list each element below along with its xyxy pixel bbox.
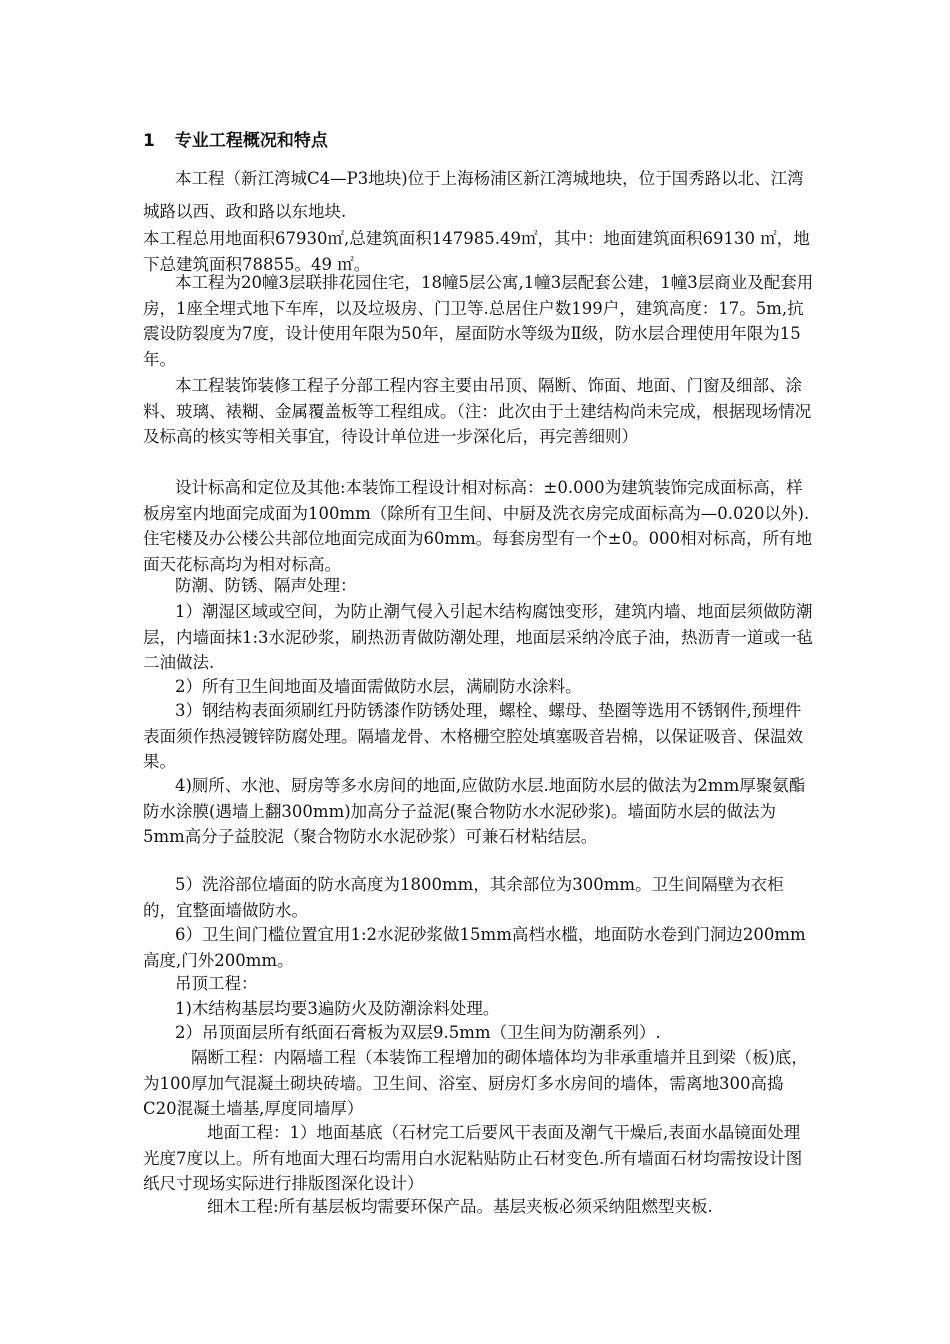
section-title: 专业工程概况和特点: [174, 131, 328, 151]
paragraph-item-2: 2）所有卫生间地面及墙面需做防水层，满刷防水涂料。: [175, 677, 582, 696]
paragraph-scope: 本工程装饰装修工程子分部工程内容主要由吊顶、隔断、饰面、地面、门窗及细部、涂料、玻璃、裱糊、金属覆盖板等工程组成。（注：此次由于土建结构尚未完成，根据现场情况及标高的核实等相关事宜，待设计单位进一步深化后，再完善细则）: [143, 376, 812, 447]
paragraph-ceiling-1: 1)木结构基层均要3遍防火及防潮涂料处理。: [175, 999, 500, 1018]
paragraph-moisture-heading: 防潮、防锈、隔声处理：: [175, 576, 357, 595]
paragraph-ceiling-2: 2）吊顶面层所有纸面石膏板为双层9.5mm（卫生间为防潮系列）.: [175, 1023, 661, 1042]
paragraph-item-1: 1）潮湿区域或空间，为防止潮气侵入引起木结构腐蚀变形，建筑内墙、地面层须做防潮层，内墙面抹1:3水泥砂浆，刷热沥青做防潮处理，地面层采纳冷底子油，热沥青一道或一毡二油做法.: [143, 602, 814, 673]
paragraph-area: 本工程总用地面积67930㎡,总建筑面积147985.49㎡，其中：地面建筑面积69130 ㎡，地下总建筑面积78855。49 ㎡。: [143, 229, 810, 274]
paragraph-ceiling-heading: 吊顶工程：: [175, 974, 258, 993]
paragraph-woodwork: 细木工程:所有基层板均需要环保产品。基层夹板必须采纳阻燃型夹板.: [207, 1197, 713, 1216]
paragraph-project-location: 本工程（新江湾城C4—P3地块)位于上海杨浦区新江湾城地块，位于国秀路以北、江湾城路以西、政和路以东地块.: [143, 169, 804, 221]
section-heading: [143, 126, 328, 151]
paragraph-buildings: 本工程为20幢3层联排花园住宅，18幢5层公寓,1幢3层配套公建，1幢3层商业及配套用房，1座全埋式地下车库，以及垃圾房、门卫等.总居住户数199户，建筑高度：17。5m,抗震设防裂度为7度，设计使用年限为50年，屋面防水等级为Ⅱ级，防水层合理使用年限为15年。: [143, 273, 814, 369]
paragraph-floor: 地面工程：1）地面基底（石材完工后要风干表面及潮气干燥后,表面水晶镜面处理光度7度以上。所有地面大理石均需用白水泥粘贴防止石材变色.所有墙面石材均需按设计图纸尺寸现场实际进行排版图深化设计）: [143, 1123, 803, 1194]
paragraph-partition: 隔断工程：内隔墙工程（本装饰工程增加的砌体墙体均为非承重墙并且到梁（板)底，为100厚加气混凝土砌块砖墙。卫生间、浴室、厨房灯多水房间的墙体，需离地300高捣C20混凝土墙基,厚度同墙厚）: [143, 1048, 808, 1119]
paragraph-item-5: 5）洗浴部位墙面的防水高度为1800mm，其余部位为300mm。卫生间隔壁为衣柜的，宜整面墙做防水。: [143, 875, 784, 920]
paragraph-item-6: 6）卫生间门槛位置宜用1:2水泥砂浆做15mm高档水槛，地面防水卷到门洞边200mm高度,门外200mm。: [143, 925, 806, 970]
paragraph-elevation: 设计标高和定位及其他:本装饰工程设计相对标高：±0.000为建筑装饰完成面标高，样板房室内地面完成面为100mm（除所有卫生间、中厨及洗衣房完成面标高为—0.020以外).住宅楼及办公楼公共部位地面完成面为60mm。每套房型有一个±0。000相对标高，所有地面天花标高均为相对标高。: [143, 478, 813, 574]
paragraph-item-3: 3）钢结构表面须刷红丹防锈漆作防锈处理，螺栓、螺母、垫圈等选用不锈钢件,预埋件表面须作热浸镀锌防腐处理。隔墙龙骨、木格栅空腔处填塞吸音岩棉，以保证吸音、保温效果。: [143, 701, 803, 772]
paragraph-item-4: 4)厕所、水池、厨房等多水房间的地面,应做防水层.地面防水层的做法为2mm厚聚氨酯防水涂膜(遇墙上翻300mm)加高分子益泥(聚合物防水水泥砂浆)。墙面防水层的做法为5mm高分子益胶泥（聚合物防水水泥砂浆）可兼石材粘结层。: [143, 776, 806, 847]
section-number: 1: [143, 131, 155, 151]
